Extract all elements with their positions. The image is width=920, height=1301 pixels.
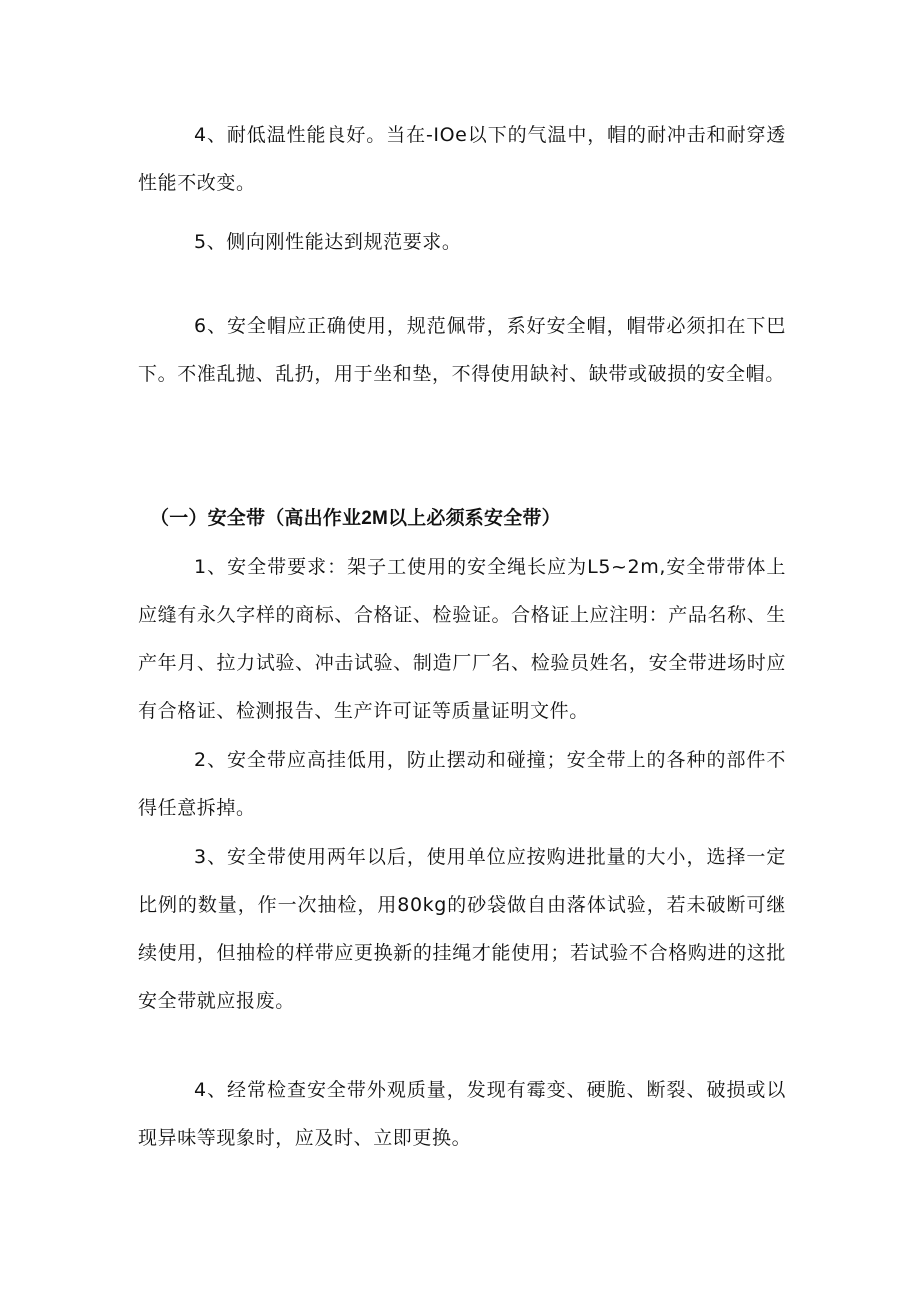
- paragraph-text: 4、经常检查安全带外观质量，发现有霉变、硬脆、断裂、破损或以现异味等现象时，应及时、立即更换。: [138, 1079, 786, 1149]
- paragraph-belt-1: [138, 543, 786, 735]
- paragraph-belt-3: [138, 833, 786, 1025]
- paragraph-text: 4、耐低温性能良好。当在-IOe以下的气温中，帽的耐冲击和耐穿透性能不改变。: [138, 124, 786, 194]
- paragraph-text: 5、侧向刚性能达到规范要求。: [194, 231, 462, 253]
- paragraph-belt-4: [138, 1066, 786, 1162]
- section-heading-safety-belt: （一）安全带（高出作业2M以上必须系安全带）: [150, 508, 561, 529]
- paragraph-text: 1、安全带要求：架子工使用的安全绳长应为L5~2m,安全带带体上应缝有永久字样的商标、合格证、检验证。合格证上应注明：产品名称、生产年月、拉力试验、冲击试验、制造厂厂名、检验员姓名，安全带进场时应有合格证、检测报告、生产许可证等质量证明文件。: [138, 556, 786, 722]
- paragraph-helmet-4: [138, 111, 786, 207]
- paragraph-helmet-5: [138, 218, 786, 266]
- paragraph-text: 2、安全带应高挂低用，防止摆动和碰撞；安全带上的各种的部件不得任意拆掉。: [138, 749, 786, 819]
- paragraph-belt-2: [138, 736, 786, 832]
- paragraph-helmet-6: [138, 302, 786, 398]
- paragraph-text: 6、安全帽应正确使用，规范佩带，系好安全帽，帽带必须扣在下巴下。不准乱抛、乱扔，用于坐和垫，不得使用缺衬、缺带或破损的安全帽。: [138, 315, 786, 385]
- paragraph-text: 3、安全带使用两年以后，使用单位应按购进批量的大小，选择一定比例的数量，作一次抽检，用80kg的砂袋做自由落体试验，若未破断可继续使用，但抽检的样带应更换新的挂绳才能使用；若试验不合格购进的这批安全带就应报废。: [138, 846, 786, 1012]
